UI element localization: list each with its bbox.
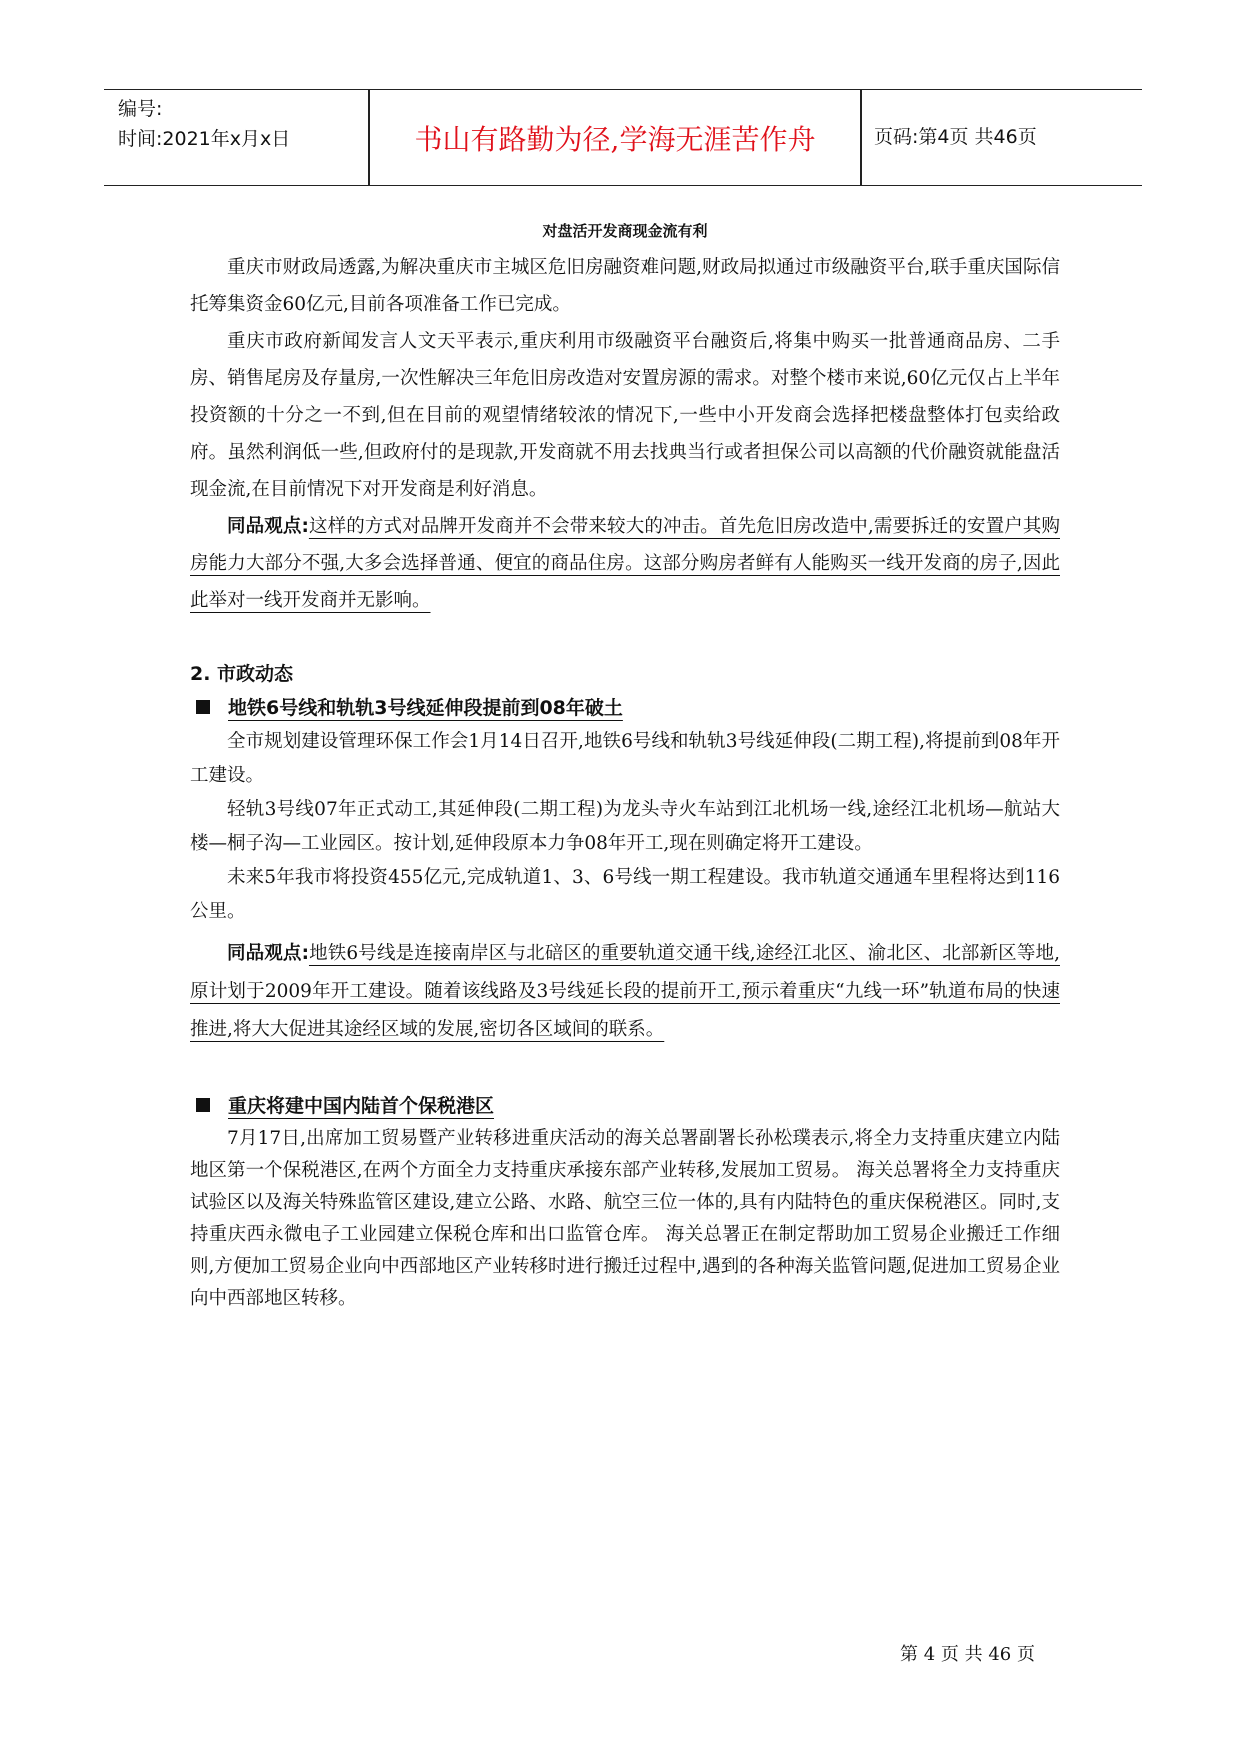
- section-heading: 2. 市政动态: [190, 663, 294, 685]
- paragraph: 7月17日,出席加工贸易暨产业转移进重庆活动的海关总署副署长孙松璞表示,将全力支持重庆建立内陆地区第一个保税港区,在两个方面全力支持重庆承接东部产业转移,发展加工贸易。 海关总署将全力支持重庆试验区以及海关特殊监管区建设,建立公路、水路、航空三位一体的,具有内陆特色的重庆保税港区。同时,支持重庆西永微电子工业园建立保税仓库和出口监管仓库。 海关总署正在制定帮助加工贸易企业搬迁工作细则,方便加工贸易企业向中西部地区产业转移时进行搬迁过程中,遇到的各种海关监管问题,促进加工贸易企业向中西部地区转移。: [190, 1128, 1060, 1309]
- header-motto: 书山有路勤为径,学海无涯苦作舟: [414, 123, 816, 156]
- paragraph: 轻轨3号线07年正式动工,其延伸段(二期工程)为龙头寺火车站到江北机场一线,途经江北机场—航站大楼—桐子沟—工业园区。按计划,延伸段原本力争08年开工,现在则确定将开工建设。: [190, 799, 1060, 854]
- paragraph: 重庆市政府新闻发言人文天平表示,重庆利用市级融资平台融资后,将集中购买一批普通商品房、二手房、销售尾房及存量房,一次性解决三年危旧房改造对安置房源的需求。对整个楼市来说,60亿元仅占上半年投资额的十分之一不到,但在目前的观望情绪较浓的情况下,一些中小开发商会选择把楼盘整体打包卖给政府。虽然利润低一些,但政府付的是现款,开发商就不用去找典当行或者担保公司以高额的代价融资就能盘活现金流,在目前情况下对开发商是利好消息。: [190, 331, 1060, 500]
- header-meta: [118, 94, 290, 154]
- square-bullet-icon: [196, 700, 210, 714]
- square-bullet-icon: [196, 1098, 210, 1112]
- paragraph: 未来5年我市将投资455亿元,完成轨道1、3、6号线一期工程建设。我市轨道交通通车里程将达到116公里。: [190, 867, 1060, 922]
- news-item-title: 重庆将建中国内陆首个保税港区: [190, 1089, 1060, 1123]
- article-title: 对盘活开发商现金流有利: [542, 222, 708, 240]
- opinion-paragraph: [190, 508, 1060, 619]
- paragraph: 全市规划建设管理环保工作会1月14日召开,地铁6号线和轨轨3号线延伸段(二期工程),将提前到08年开工建设。: [190, 731, 1060, 786]
- opinion-paragraph: [190, 935, 1060, 1049]
- page-footer: 第 4 页 共 46 页: [900, 1644, 1035, 1665]
- header-page-number: 页码:第4页 共46页: [874, 126, 1037, 148]
- opinion-label: 同品观点:: [227, 516, 309, 537]
- header-number: 编号:: [118, 98, 163, 120]
- page-header: [104, 89, 1142, 186]
- opinion-text: 地铁6号线是连接南岸区与北碚区的重要轨道交通干线,途经江北区、渝北区、北部新区等地,原计划于2009年开工建设。随着该线路及3号线延长段的提前开工,预示着重庆“九线一环”轨道布局的快速推进,将大大促进其途经区域的发展,密切各区域间的联系。: [190, 943, 1060, 1040]
- news-item-title: 地铁6号线和轨轨3号线延伸段提前到08年破土: [190, 691, 1060, 725]
- opinion-text: 这样的方式对品牌开发商并不会带来较大的冲击。首先危旧房改造中,需要拆迁的安置户其购房能力大部分不强,大多会选择普通、便宜的商品住房。这部分购房者鲜有人能购买一线开发商的房子,因此此举对一线开发商并无影响。: [190, 516, 1060, 611]
- document-body: [190, 220, 1060, 1315]
- news-item-body: [190, 725, 1060, 929]
- opinion-label: 同品观点:: [227, 943, 309, 964]
- header-divider: [860, 90, 862, 185]
- news-item-body: [190, 1123, 1060, 1315]
- header-time: 时间:2021年x月x日: [118, 128, 291, 150]
- paragraph: 重庆市财政局透露,为解决重庆市主城区危旧房融资难问题,财政局拟通过市级融资平台,联手重庆国际信托筹集资金60亿元,目前各项准备工作已完成。: [190, 257, 1060, 315]
